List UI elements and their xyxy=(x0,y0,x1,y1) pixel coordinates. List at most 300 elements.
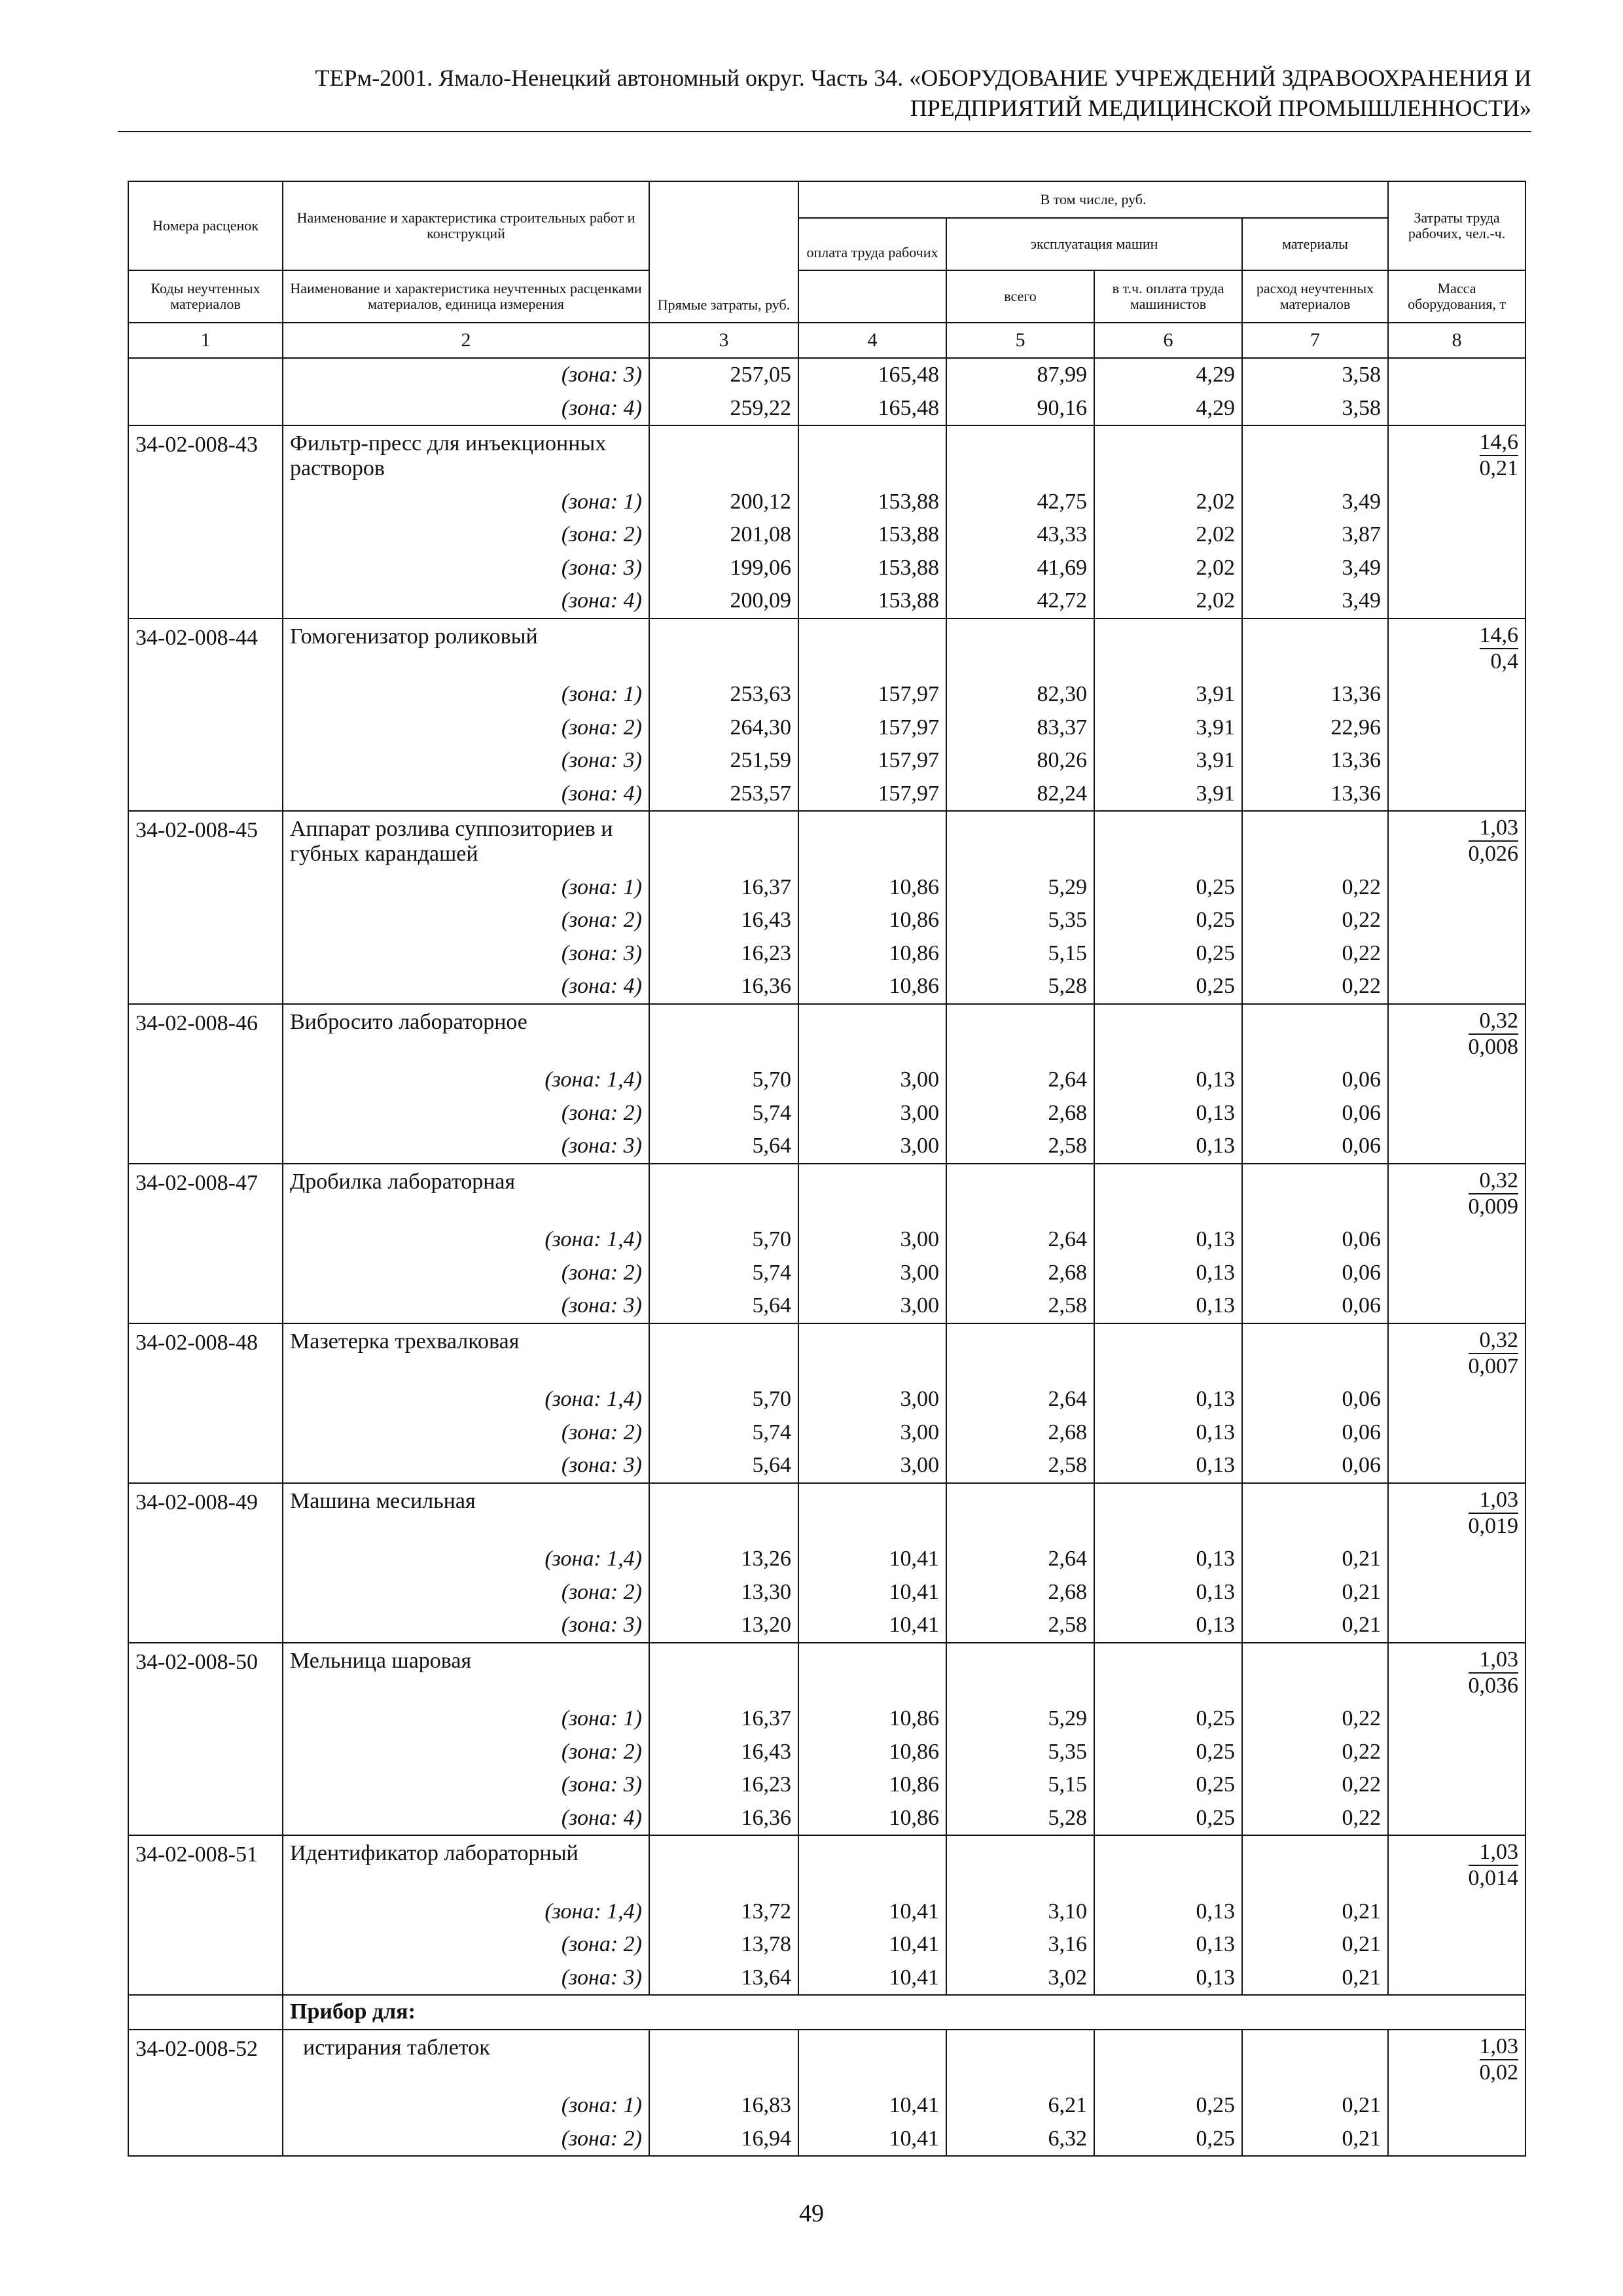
labor-mass-fraction xyxy=(1480,426,1519,481)
materials: 0,22 xyxy=(1242,1802,1388,1836)
direct-cost: 199,06 xyxy=(649,552,798,585)
zone-label: (зона: 4) xyxy=(283,778,649,812)
zone-label: (зона: 3) xyxy=(283,1130,649,1164)
equipment-mass: 0,008 xyxy=(1468,1034,1519,1059)
direct-cost: 5,64 xyxy=(649,1130,798,1164)
machinist-pay: 0,13 xyxy=(1094,1576,1242,1609)
direct-cost: 16,36 xyxy=(649,1802,798,1836)
machinist-pay: 0,25 xyxy=(1094,937,1242,971)
zone-label: (зона: 3) xyxy=(283,744,649,778)
zone-row xyxy=(128,1289,1525,1323)
zone-label: (зона: 1) xyxy=(283,678,649,711)
value-cell-empty xyxy=(1242,1483,1388,1543)
value-cell-empty xyxy=(946,1643,1094,1703)
code-cell-empty xyxy=(128,1802,283,1836)
rate-code: 34-02-008-51 xyxy=(128,1835,283,1895)
mass-cell-empty xyxy=(1388,1257,1525,1290)
labor-pay: 10,86 xyxy=(798,871,946,905)
direct-cost: 253,63 xyxy=(649,678,798,711)
rate-header-row xyxy=(128,1643,1525,1703)
machine-total: 5,15 xyxy=(946,1768,1094,1802)
rate-name: Фильтр-пресс для инъекционных растворов xyxy=(283,425,649,486)
machinist-pay: 0,13 xyxy=(1094,1416,1242,1450)
labor-pay: 165,48 xyxy=(798,358,946,392)
value-cell-empty xyxy=(649,2030,798,2090)
rate-header-row xyxy=(128,2030,1525,2090)
materials: 0,21 xyxy=(1242,1609,1388,1643)
zone-label: (зона: 4) xyxy=(283,584,649,619)
machine-total: 5,29 xyxy=(946,1702,1094,1736)
materials: 3,49 xyxy=(1242,584,1388,619)
rate-code: 34-02-008-45 xyxy=(128,811,283,871)
machine-total: 2,64 xyxy=(946,1223,1094,1257)
machinist-pay: 0,25 xyxy=(1094,1702,1242,1736)
zone-row xyxy=(128,1962,1525,1996)
zone-label: (зона: 4) xyxy=(283,1802,649,1836)
machinist-pay: 0,25 xyxy=(1094,871,1242,905)
rate-header-row xyxy=(128,1004,1525,1064)
mass-cell-empty xyxy=(1388,937,1525,971)
labor-cost: 14,6 xyxy=(1480,430,1519,456)
value-cell-empty xyxy=(798,1323,946,1384)
direct-cost: 5,64 xyxy=(649,1289,798,1323)
rate-code: 34-02-008-50 xyxy=(128,1643,283,1703)
labor-mass-cell xyxy=(1388,1835,1525,1895)
code-cell-empty xyxy=(128,1130,283,1164)
zone-label: (зона: 4) xyxy=(283,392,649,426)
labor-mass-fraction xyxy=(1469,1643,1519,1698)
machine-total: 2,68 xyxy=(946,1576,1094,1609)
value-cell-empty xyxy=(1242,1643,1388,1703)
rate-code: 34-02-008-46 xyxy=(128,1004,283,1064)
materials: 3,58 xyxy=(1242,358,1388,392)
mass-cell-empty xyxy=(1388,1802,1525,1836)
code-cell-empty xyxy=(128,1895,283,1929)
col-head-naim2: Наименование и характеристика неучтенных расценками материалов, единица измерения xyxy=(283,270,649,323)
machine-total: 2,58 xyxy=(946,1449,1094,1483)
mass-cell-empty xyxy=(1388,778,1525,812)
direct-cost: 13,20 xyxy=(649,1609,798,1643)
machine-total: 3,02 xyxy=(946,1962,1094,1996)
materials: 0,21 xyxy=(1242,1576,1388,1609)
zone-label: (зона: 1) xyxy=(283,2089,649,2123)
zone-label: (зона: 3) xyxy=(283,358,649,392)
mass-cell-empty xyxy=(1388,392,1525,426)
rate-header-row xyxy=(128,1835,1525,1895)
machine-total: 5,35 xyxy=(946,904,1094,937)
equipment-mass: 0,21 xyxy=(1479,456,1519,480)
labor-mass-fraction xyxy=(1469,1005,1519,1060)
machinist-pay: 0,13 xyxy=(1094,1962,1242,1996)
machine-total: 2,58 xyxy=(946,1609,1094,1643)
labor-mass-fraction xyxy=(1469,1484,1519,1539)
zone-row xyxy=(128,358,1525,392)
direct-cost: 200,12 xyxy=(649,486,798,519)
zone-label: (зона: 4) xyxy=(283,970,649,1004)
mass-cell-empty xyxy=(1388,1543,1525,1576)
materials: 3,87 xyxy=(1242,518,1388,552)
value-cell-empty xyxy=(946,1483,1094,1543)
materials: 13,36 xyxy=(1242,778,1388,812)
mass-cell-empty xyxy=(1388,711,1525,745)
machinist-pay: 0,13 xyxy=(1094,1257,1242,1290)
mass-cell-empty xyxy=(1388,518,1525,552)
equipment-mass: 0,4 xyxy=(1490,649,1519,673)
labor-mass-cell xyxy=(1388,1323,1525,1384)
rate-code: 34-02-008-43 xyxy=(128,425,283,486)
materials: 0,06 xyxy=(1242,1097,1388,1130)
zone-row xyxy=(128,711,1525,745)
direct-cost: 13,30 xyxy=(649,1576,798,1609)
materials: 0,22 xyxy=(1242,970,1388,1004)
rate-header-row xyxy=(128,425,1525,486)
section-title: Прибор для: xyxy=(283,1995,1525,2030)
mass-cell-empty xyxy=(1388,1768,1525,1802)
zone-label: (зона: 1) xyxy=(283,1702,649,1736)
labor-pay: 10,86 xyxy=(798,1736,946,1769)
labor-cost: 0,32 xyxy=(1469,1009,1519,1035)
materials: 22,96 xyxy=(1242,711,1388,745)
machine-total: 5,28 xyxy=(946,970,1094,1004)
equipment-mass: 0,036 xyxy=(1468,1673,1519,1698)
zone-row xyxy=(128,1449,1525,1483)
zone-label: (зона: 1) xyxy=(283,486,649,519)
mass-cell-empty xyxy=(1388,552,1525,585)
zone-label: (зона: 1,4) xyxy=(283,1543,649,1576)
mass-cell-empty xyxy=(1388,1064,1525,1097)
zone-label: (зона: 2) xyxy=(283,1416,649,1450)
mass-cell-empty xyxy=(1388,1702,1525,1736)
materials: 13,36 xyxy=(1242,678,1388,711)
machine-total: 42,72 xyxy=(946,584,1094,619)
code-cell-empty xyxy=(128,1449,283,1483)
machinist-pay: 0,25 xyxy=(1094,2089,1242,2123)
value-cell-empty xyxy=(1094,1004,1242,1064)
machine-total: 2,68 xyxy=(946,1416,1094,1450)
materials: 0,21 xyxy=(1242,1895,1388,1929)
col-head-kody: Коды неучтенных материалов xyxy=(128,270,283,323)
value-cell-empty xyxy=(649,425,798,486)
materials: 0,22 xyxy=(1242,1736,1388,1769)
materials: 0,22 xyxy=(1242,937,1388,971)
labor-cost: 14,6 xyxy=(1480,623,1519,649)
rate-name: Мазетерка трехвалковая xyxy=(283,1323,649,1384)
materials: 3,49 xyxy=(1242,552,1388,585)
value-cell-empty xyxy=(1094,1643,1242,1703)
machinist-pay: 0,13 xyxy=(1094,1543,1242,1576)
col-number: 1 xyxy=(128,323,283,358)
rate-header-row xyxy=(128,811,1525,871)
zone-row xyxy=(128,937,1525,971)
labor-pay: 3,00 xyxy=(798,1383,946,1416)
machinist-pay: 0,25 xyxy=(1094,1802,1242,1836)
equipment-mass: 0,026 xyxy=(1468,842,1519,866)
rates-table xyxy=(128,181,1526,2157)
equipment-mass: 0,014 xyxy=(1468,1866,1519,1890)
column-number-row xyxy=(128,323,1525,358)
value-cell-empty xyxy=(649,1835,798,1895)
zone-label: (зона: 1,4) xyxy=(283,1223,649,1257)
code-cell-empty xyxy=(128,1416,283,1450)
labor-pay: 10,41 xyxy=(798,1543,946,1576)
machinist-pay: 0,25 xyxy=(1094,1736,1242,1769)
rate-name: Гомогенизатор роликовый xyxy=(283,619,649,679)
machinist-pay: 3,91 xyxy=(1094,711,1242,745)
zone-row xyxy=(128,486,1525,519)
code-cell-empty xyxy=(128,1383,283,1416)
machinist-pay: 0,13 xyxy=(1094,1895,1242,1929)
code-cell-empty xyxy=(128,1097,283,1130)
machine-total: 83,37 xyxy=(946,711,1094,745)
direct-cost: 16,37 xyxy=(649,1702,798,1736)
value-cell-empty xyxy=(1242,2030,1388,2090)
rate-code: 34-02-008-47 xyxy=(128,1164,283,1224)
rate-code: 34-02-008-49 xyxy=(128,1483,283,1543)
materials: 0,21 xyxy=(1242,1928,1388,1962)
labor-pay: 157,97 xyxy=(798,711,946,745)
rate-name: Машина месильная xyxy=(283,1483,649,1543)
machinist-pay: 0,13 xyxy=(1094,1928,1242,1962)
zone-label: (зона: 1) xyxy=(283,871,649,905)
value-cell-empty xyxy=(798,619,946,679)
value-cell-empty xyxy=(1242,1323,1388,1384)
mass-cell-empty xyxy=(1388,1928,1525,1962)
zone-label: (зона: 3) xyxy=(283,552,649,585)
materials: 0,22 xyxy=(1242,1768,1388,1802)
code-cell-empty xyxy=(128,392,283,426)
materials: 0,06 xyxy=(1242,1064,1388,1097)
labor-pay: 153,88 xyxy=(798,486,946,519)
machinist-pay: 2,02 xyxy=(1094,584,1242,619)
value-cell-empty xyxy=(1094,1164,1242,1224)
machine-total: 5,28 xyxy=(946,1802,1094,1836)
code-cell-empty xyxy=(128,2089,283,2123)
code-cell-empty xyxy=(128,1928,283,1962)
labor-pay: 153,88 xyxy=(798,584,946,619)
labor-pay: 3,00 xyxy=(798,1449,946,1483)
labor-pay: 3,00 xyxy=(798,1097,946,1130)
zone-row xyxy=(128,1416,1525,1450)
labor-pay: 10,86 xyxy=(798,970,946,1004)
machinist-pay: 2,02 xyxy=(1094,486,1242,519)
labor-pay: 165,48 xyxy=(798,392,946,426)
direct-cost: 257,05 xyxy=(649,358,798,392)
zone-label: (зона: 2) xyxy=(283,711,649,745)
labor-mass-cell xyxy=(1388,811,1525,871)
mass-cell-empty xyxy=(1388,2123,1525,2157)
mass-cell-empty xyxy=(1388,970,1525,1004)
mass-cell-empty xyxy=(1388,1609,1525,1643)
machinist-pay: 0,13 xyxy=(1094,1449,1242,1483)
col-head-vtom: В том числе, руб. xyxy=(798,181,1388,218)
mass-cell-empty xyxy=(1388,2089,1525,2123)
col-number: 4 xyxy=(798,323,946,358)
machine-total: 2,58 xyxy=(946,1289,1094,1323)
value-cell-empty xyxy=(946,425,1094,486)
zone-label: (зона: 3) xyxy=(283,1289,649,1323)
value-cell-empty xyxy=(1242,425,1388,486)
equipment-mass: 0,007 xyxy=(1468,1354,1519,1378)
labor-cost: 1,03 xyxy=(1480,2034,1519,2060)
zone-label: (зона: 2) xyxy=(283,1257,649,1290)
table-head xyxy=(128,181,1525,358)
direct-cost: 16,94 xyxy=(649,2123,798,2157)
col-head-materialy: материалы xyxy=(1242,218,1388,270)
col-head-massa: Масса оборудования, т xyxy=(1388,270,1525,323)
value-cell-empty xyxy=(1094,1835,1242,1895)
rate-header-row xyxy=(128,1164,1525,1224)
rate-code: 34-02-008-48 xyxy=(128,1323,283,1384)
machine-total: 90,16 xyxy=(946,392,1094,426)
zone-label: (зона: 2) xyxy=(283,518,649,552)
page-number: 49 xyxy=(799,2200,824,2227)
machine-total: 42,75 xyxy=(946,486,1094,519)
labor-cost: 1,03 xyxy=(1469,1488,1519,1514)
code-cell-empty xyxy=(128,711,283,745)
mass-cell-empty xyxy=(1388,358,1525,392)
machinist-pay: 2,02 xyxy=(1094,518,1242,552)
direct-cost: 16,43 xyxy=(649,904,798,937)
materials: 0,21 xyxy=(1242,1962,1388,1996)
machinist-pay: 2,02 xyxy=(1094,552,1242,585)
value-cell-empty xyxy=(798,425,946,486)
materials: 0,06 xyxy=(1242,1416,1388,1450)
materials: 3,49 xyxy=(1242,486,1388,519)
zone-row xyxy=(128,552,1525,585)
code-cell-empty xyxy=(128,552,283,585)
machinist-pay: 0,25 xyxy=(1094,970,1242,1004)
zone-label: (зона: 2) xyxy=(283,1576,649,1609)
labor-pay: 3,00 xyxy=(798,1257,946,1290)
value-cell-empty xyxy=(798,1835,946,1895)
machinist-pay: 0,13 xyxy=(1094,1064,1242,1097)
code-cell-empty xyxy=(128,358,283,392)
machine-total: 82,30 xyxy=(946,678,1094,711)
value-cell-empty xyxy=(1094,2030,1242,2090)
labor-mass-cell xyxy=(1388,619,1525,679)
zone-label: (зона: 3) xyxy=(283,1609,649,1643)
machinist-pay: 0,13 xyxy=(1094,1609,1242,1643)
zone-row xyxy=(128,1257,1525,1290)
code-cell-empty xyxy=(128,1064,283,1097)
running-header xyxy=(118,63,1531,123)
zone-label: (зона: 3) xyxy=(283,1768,649,1802)
col-number: 2 xyxy=(283,323,649,358)
value-cell-empty xyxy=(1242,619,1388,679)
value-cell-empty xyxy=(798,1643,946,1703)
value-cell-empty xyxy=(649,1164,798,1224)
zone-label: (зона: 1,4) xyxy=(283,1895,649,1929)
machine-total: 87,99 xyxy=(946,358,1094,392)
equipment-mass: 0,02 xyxy=(1479,2060,1519,2085)
machinist-pay: 3,91 xyxy=(1094,678,1242,711)
code-cell-empty xyxy=(128,584,283,619)
machine-total: 2,58 xyxy=(946,1130,1094,1164)
labor-pay: 10,41 xyxy=(798,1928,946,1962)
zone-row xyxy=(128,518,1525,552)
labor-mass-cell xyxy=(1388,1004,1525,1064)
zone-row xyxy=(128,1802,1525,1836)
rate-name: истирания таблеток xyxy=(283,2030,649,2090)
zone-label: (зона: 3) xyxy=(283,1962,649,1996)
machine-total: 80,26 xyxy=(946,744,1094,778)
labor-pay: 153,88 xyxy=(798,552,946,585)
zone-label: (зона: 1,4) xyxy=(283,1064,649,1097)
direct-cost: 200,09 xyxy=(649,584,798,619)
materials: 0,06 xyxy=(1242,1257,1388,1290)
direct-cost: 16,36 xyxy=(649,970,798,1004)
rate-name: Вибросито лабораторное xyxy=(283,1004,649,1064)
value-cell-empty xyxy=(1094,425,1242,486)
materials: 3,58 xyxy=(1242,392,1388,426)
rate-name: Дробилка лабораторная xyxy=(283,1164,649,1224)
labor-pay: 3,00 xyxy=(798,1064,946,1097)
labor-pay: 10,41 xyxy=(798,1576,946,1609)
materials: 0,21 xyxy=(1242,2123,1388,2157)
machinist-pay: 0,25 xyxy=(1094,904,1242,937)
direct-cost: 5,70 xyxy=(649,1223,798,1257)
zone-row xyxy=(128,778,1525,812)
value-cell-empty xyxy=(649,1004,798,1064)
value-cell-empty xyxy=(649,1483,798,1543)
code-cell-empty xyxy=(128,1576,283,1609)
mass-cell-empty xyxy=(1388,904,1525,937)
labor-mass-fraction xyxy=(1469,812,1519,867)
machinist-pay: 0,25 xyxy=(1094,1768,1242,1802)
labor-pay: 157,97 xyxy=(798,744,946,778)
section-row xyxy=(128,1995,1525,2030)
running-header-line1: ТЕРм-2001. Ямало-Ненецкий автономный округ. Часть 34. «ОБОРУДОВАНИЕ УЧРЕЖДЕНИЙ ЗДРАВООХРАНЕНИЯ И xyxy=(315,65,1531,91)
machine-total: 5,29 xyxy=(946,871,1094,905)
direct-cost: 5,70 xyxy=(649,1064,798,1097)
code-cell-empty xyxy=(128,871,283,905)
machine-total: 6,21 xyxy=(946,2089,1094,2123)
value-cell-empty xyxy=(946,1004,1094,1064)
zone-row xyxy=(128,1064,1525,1097)
rate-header-row xyxy=(128,1483,1525,1543)
zone-row xyxy=(128,1576,1525,1609)
materials: 0,21 xyxy=(1242,2089,1388,2123)
machinist-pay: 0,13 xyxy=(1094,1223,1242,1257)
materials: 13,36 xyxy=(1242,744,1388,778)
direct-cost: 259,22 xyxy=(649,392,798,426)
mass-cell-empty xyxy=(1388,1223,1525,1257)
value-cell-empty xyxy=(798,811,946,871)
rate-header-row xyxy=(128,1323,1525,1384)
value-cell-empty xyxy=(798,1004,946,1064)
code-cell-empty xyxy=(128,744,283,778)
value-cell-empty xyxy=(1242,1835,1388,1895)
code-cell-empty xyxy=(128,1609,283,1643)
code-cell-empty xyxy=(128,1543,283,1576)
rate-name: Мельница шаровая xyxy=(283,1643,649,1703)
rate-name: Аппарат розлива суппозиториев и губных карандашей xyxy=(283,811,649,871)
col-head-oplata: оплата труда рабочих xyxy=(798,218,946,270)
zone-row xyxy=(128,1097,1525,1130)
value-cell-empty xyxy=(1242,811,1388,871)
zone-row xyxy=(128,1895,1525,1929)
mass-cell-empty xyxy=(1388,1736,1525,1769)
col-number: 5 xyxy=(946,323,1094,358)
machine-total: 3,16 xyxy=(946,1928,1094,1962)
mass-cell-empty xyxy=(1388,1130,1525,1164)
machine-total: 82,24 xyxy=(946,778,1094,812)
value-cell-empty xyxy=(1094,1483,1242,1543)
materials: 0,22 xyxy=(1242,904,1388,937)
mass-cell-empty xyxy=(1388,584,1525,619)
code-cell-empty xyxy=(128,2123,283,2157)
value-cell-empty xyxy=(1094,811,1242,871)
